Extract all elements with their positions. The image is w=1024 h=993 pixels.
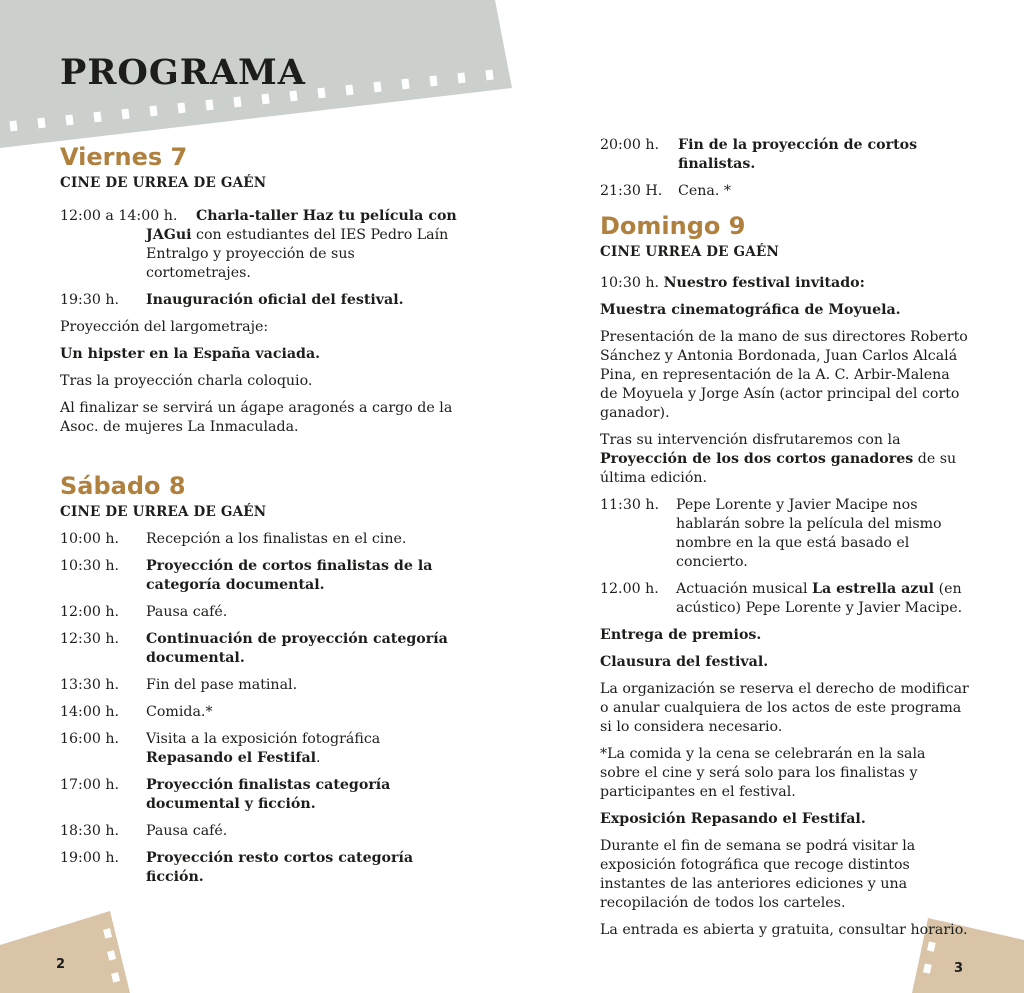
activity-text: con estudiantes del IES Pedro Laín Entralgo y proyección de sus cortometrajes.: [146, 227, 449, 281]
activity-text: Proyección de cortos finalistas de la categoría documental.: [146, 558, 433, 593]
time: 16:00 h.: [60, 731, 120, 747]
paragraph: Al finalizar se servirá un ágape aragonés a cargo de la Asoc. de mujeres La Inmaculada.: [60, 400, 453, 435]
paragraph: Presentación de la mano de sus directores Roberto Sánchez y Antonia Bordonada, Juan Carlos Alcalá Pina, en representación de la A. C. Arbir-Malena de Moyuela y Jorge Asín (actor principal del corto ganador).: [600, 329, 968, 421]
activity-text: Recepción a los finalistas en el cine.: [146, 531, 407, 547]
event-title: Clausura del festival.: [600, 654, 769, 670]
left-column: [60, 142, 460, 887]
schedule-row: [600, 136, 970, 174]
activity: Pepe Lorente y Javier Macipe nos hablarán sobre la película del mismo nombre en la que está basado el concierto.: [676, 497, 942, 570]
activity: [146, 776, 460, 814]
time: 10:00 h.: [60, 531, 120, 547]
activity-text: Proyección finalistas categoría documental y ficción.: [146, 777, 391, 812]
film-strip-bottom-left: [0, 905, 135, 993]
day-heading-friday: Viernes 7: [60, 143, 188, 171]
activity: [146, 603, 460, 622]
day-heading-sunday: Domingo 9: [600, 212, 746, 240]
time: 19:00 h.: [60, 850, 120, 866]
event-title: Entrega de premios.: [600, 627, 762, 643]
activity-bold: Repasando el Festifal: [146, 750, 317, 766]
paragraph: Proyección del largometraje:: [60, 319, 269, 335]
schedule-row: [600, 496, 970, 572]
activity-text: Pausa café.: [146, 823, 228, 839]
time: 12:00 h.: [60, 604, 120, 620]
time: 10:30 h.: [60, 558, 120, 574]
schedule-row: [60, 849, 460, 887]
activity-text: Proyección resto cortos categoría ficción.: [146, 850, 414, 885]
schedule-row: [60, 822, 460, 841]
venue-sunday: CINE URREA DE GAÉN: [600, 244, 779, 260]
time: 19:30 h.: [60, 292, 120, 308]
activity-text: Comida.*: [146, 704, 213, 720]
text: (en acústico) Pepe Lorente y Javier Macipe.: [676, 581, 963, 616]
film-title: Un hipster en la España vaciada.: [60, 346, 321, 362]
activity: [146, 557, 460, 595]
schedule-row: [60, 776, 460, 814]
time: 13:30 h.: [60, 677, 120, 693]
schedule-row: [60, 530, 460, 549]
event-title: Exposición Repasando el Festifal.: [600, 811, 866, 827]
activity: [146, 849, 460, 887]
schedule-row: [60, 676, 460, 695]
paragraph: La entrada es abierta y gratuita, consultar horario.: [600, 922, 968, 938]
time: 12:30 h.: [60, 631, 120, 647]
text-bold: Proyección de los dos cortos ganadores: [600, 451, 914, 467]
activity: [146, 822, 460, 841]
activity-text: Fin del pase matinal.: [146, 677, 298, 693]
paragraph: [600, 431, 970, 488]
day-heading-saturday: Sábado 8: [60, 472, 186, 500]
activity: [146, 703, 460, 722]
schedule-row: [60, 703, 460, 722]
text: Tras su intervención disfrutaremos con la: [600, 432, 901, 448]
activity: [146, 630, 460, 668]
schedule-line: [600, 274, 970, 293]
activity: Cena. *: [678, 183, 731, 199]
schedule-row: [60, 557, 460, 595]
time: 17:00 h.: [60, 777, 120, 793]
activity: [146, 730, 460, 768]
page-number-left: 2: [56, 957, 66, 972]
paragraph: *La comida y la cena se celebrarán en la sala sobre el cine y será solo para los finalistas y participantes en el festival.: [600, 746, 926, 800]
time: 18:30 h.: [60, 823, 120, 839]
venue-friday: CINE DE URREA DE GAÉN: [60, 175, 267, 191]
time: 12.00 h.: [600, 581, 659, 597]
activity: Fin de la proyección de cortos finalistas.: [678, 137, 918, 172]
activity-text: Visita a la exposición fotográfica: [146, 731, 381, 747]
time: 14:00 h.: [60, 704, 120, 720]
activity-bold: Charla-taller Haz tu película con JAGui: [146, 208, 457, 243]
schedule-row: [60, 730, 460, 768]
page-number-right: 3: [954, 961, 964, 976]
text: Actuación musical: [676, 581, 813, 597]
time: 11:30 h.: [600, 497, 660, 513]
venue-saturday: CINE DE URREA DE GAÉN: [60, 504, 267, 520]
schedule-row: [600, 182, 970, 201]
text-bold: La estrella azul: [812, 581, 935, 597]
text: de su última edición.: [600, 451, 957, 486]
activity: Nuestro festival invitado:: [663, 275, 865, 291]
paragraph: Tras la proyección charla coloquio.: [60, 373, 313, 389]
right-column: [600, 136, 970, 940]
time: 21:30 H.: [600, 183, 663, 199]
time: 20:00 h.: [600, 137, 660, 153]
activity: Inauguración oficial del festival.: [146, 292, 404, 308]
saturday-schedule: [60, 530, 460, 887]
activity-text: Pausa café.: [146, 604, 228, 620]
schedule-row: [60, 291, 460, 310]
schedule-row: [60, 603, 460, 622]
schedule-row: [600, 580, 970, 618]
activity-text: Continuación de proyección categoría documental.: [146, 631, 448, 666]
event-title: Muestra cinematográfica de Moyuela.: [600, 302, 901, 318]
activity-text: .: [316, 750, 321, 766]
time: 10:30 h.: [600, 275, 660, 291]
paragraph: La organización se reserva el derecho de modificar o anular cualquiera de los actos de este programa si lo considera necesario.: [600, 681, 969, 735]
schedule-row: [60, 630, 460, 668]
activity: [676, 580, 970, 618]
activity: [146, 530, 460, 549]
activity: [146, 676, 460, 695]
page-title: PROGRAMA: [60, 52, 306, 93]
time: 12:00 a 14:00 h.: [60, 208, 178, 224]
paragraph: Durante el fin de semana se podrá visitar la exposición fotográfica que recoge distintos instantes de las anteriores ediciones y una recopilación de todos los carteles.: [600, 838, 916, 911]
